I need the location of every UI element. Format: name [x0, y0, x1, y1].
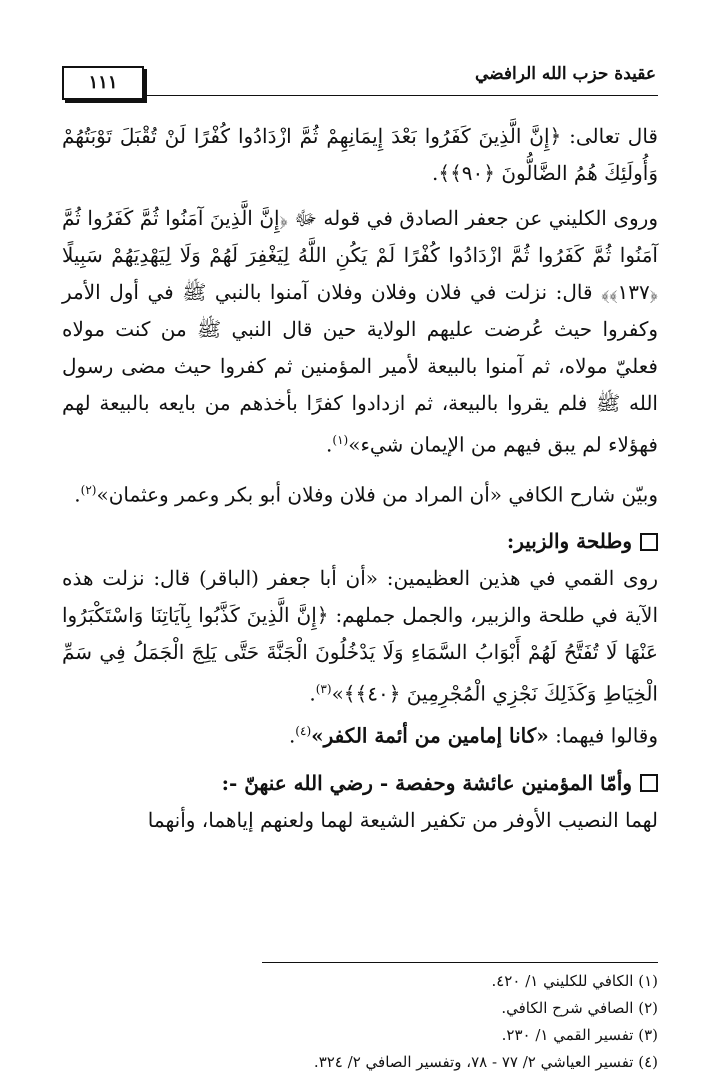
- footnote-3: (٣) تفسير القمي ١/ ٢٣٠.: [501, 1026, 658, 1044]
- footnotes: [62, 968, 658, 1076]
- section-heading-talha-zubayr: وطلحة والزبير:: [62, 523, 658, 560]
- footnote-ref-2: (٢): [80, 482, 97, 497]
- checkbox-square-icon: [640, 774, 658, 792]
- paragraph-last: لهما النصيب الأوفر من تكفير الشيعة لهما ولعنهم إياهما، وأنهما: [147, 807, 658, 832]
- footnote-2: (٢) الصافي شرح الكافي.: [501, 999, 658, 1017]
- page-number: ١١١: [62, 66, 144, 100]
- footnote-separator: [262, 962, 658, 963]
- book-page: [62, 60, 658, 1071]
- paragraph-qummi: روى القمي في هذين العظيمين: «أن أبا جعفر (الباقر) قال: نزلت هذه الآية في طلحة والزبير، والجمل جملهم: ﴿إِنَّ الَّذِينَ كَذَّبُوا بِآيَاتِنَا وَاسْتَكْبَرُوا عَنْهَا لَا تُفَتَّحُ لَهُمْ أَبْوَابُ السَّمَاءِ وَلَا يَدْخُلُونَ الْجَنَّةَ حَتَّى يَلِجَ الْجَمَلُ فِي سَمِّ الْخِيَاطِ وَكَذَلِكَ نَجْزِي الْمُجْرِمِينَ ﴿٤٠﴾﴾»$^{(٣)}$.: [62, 566, 658, 706]
- paragraph-kulayni: وروى الكليني عن جعفر الصادق في قوله ﷻ ﴿إِنَّ الَّذِينَ آمَنُوا ثُمَّ كَفَرُوا ثُمَّ آمَنُوا ثُمَّ كَفَرُوا ثُمَّ ازْدَادُوا كُفْرًا لَمْ يَكُنِ اللَّهُ لِيَغْفِرَ لَهُمْ وَلَا لِيَهْدِيَهُمْ سَبِيلًا ﴿١٣٧﴾﴾ قال: نزلت في فلان وفلان وفلان آمنوا بالنبي ﷺ في أول الأمر وكفروا حيث عُرضت عليهم الولاية حين قال النبي ﷺ من كنت مولاه فعليّ مولاه، ثم آمنوا بالبيعة لأمير المؤمنين ثم كفروا حيث مضى رسول الله ﷺ فلم يقروا بالبيعة، ثم ازدادوا كفرًا بأخذهم من بايعه بالبيعة لهم فهؤلاء لم يبق فيهم من الإيمان شيء»$^{(١)}$.: [62, 206, 658, 457]
- checkbox-square-icon: [640, 533, 658, 551]
- paragraph-quran-verse-90: قال تعالى: ﴿إِنَّ الَّذِينَ كَفَرُوا بَعْدَ إِيمَانِهِمْ ثُمَّ ازْدَادُوا كُفْرًا لَنْ تُقْبَلَ تَوْبَتُهُمْ وَأُولَئِكَ هُمُ الضَّالُّونَ ﴿٩٠﴾﴾.: [62, 124, 658, 185]
- footnote-4: (٤) تفسير العياشي ٢/ ٧٧ - ٧٨، وتفسير الصافي ٢/ ٣٢٤.: [313, 1053, 658, 1071]
- body-text: [62, 118, 658, 839]
- footnote-ref-3: (٣): [315, 682, 332, 697]
- page-header: [62, 60, 658, 104]
- header-rule: [146, 95, 658, 96]
- paragraph-imams-of-kufr: وقالوا فيهما: «كانا إمامين من أئمة الكفر»$^{(٤)}$.: [288, 723, 658, 748]
- running-title: عقيدة حزب الله الرافضي: [474, 64, 656, 84]
- footnote-ref-1: (١): [332, 433, 349, 447]
- paragraph-kafi-commentator: وبيّن شارح الكافي «أن المراد من فلان وفلان أبو بكر وعمر وعثمان»$^{(٢)}$.: [74, 482, 658, 507]
- footnote-ref-4: (٤): [295, 723, 312, 738]
- footnote-1: (١) الكافي للكليني ١/ ٤٢٠.: [491, 972, 658, 990]
- section-heading-aisha-hafsa: وأمّا المؤمنين عائشة وحفصة - رضي الله عنهنّ -:: [62, 765, 658, 802]
